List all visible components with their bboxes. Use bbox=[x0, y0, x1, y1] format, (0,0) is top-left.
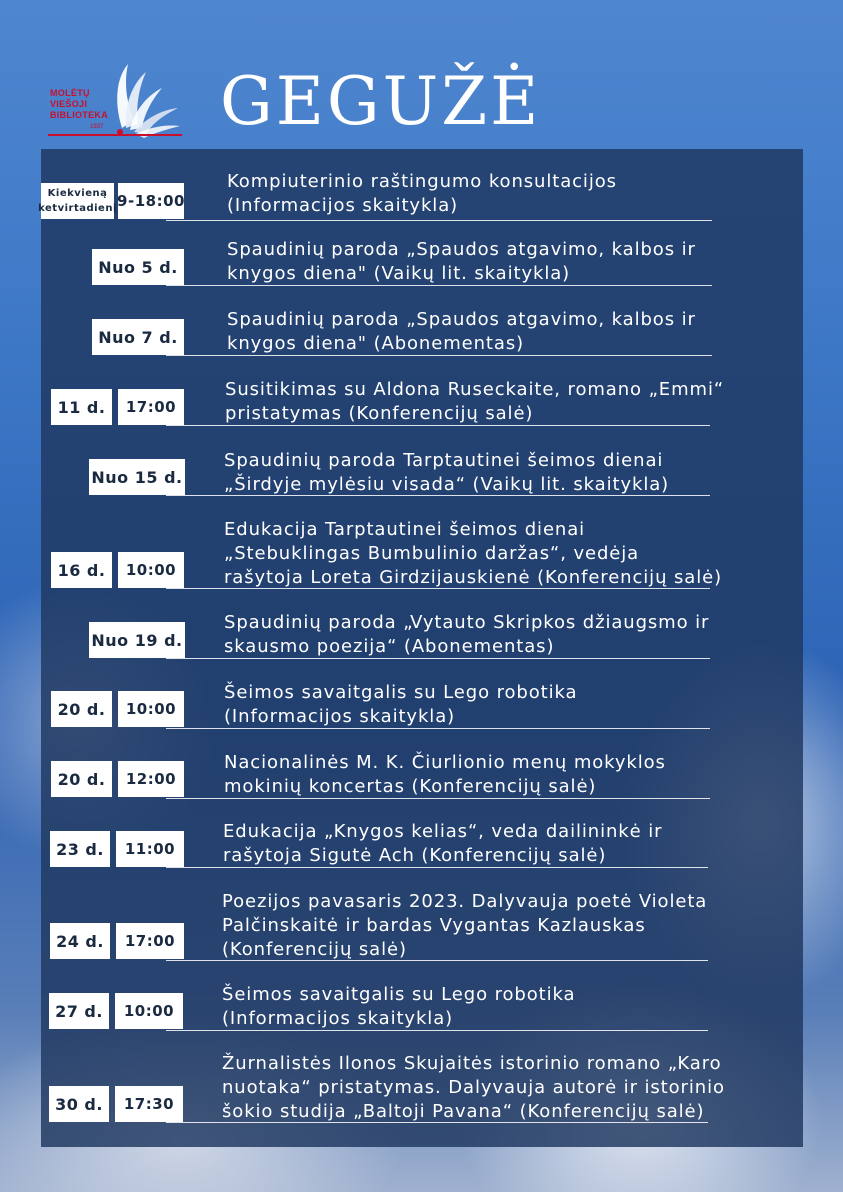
event-description-line: Spaudinių paroda Tarptautinei šeimos dienai bbox=[224, 450, 664, 471]
page-title: GEGUŽĖ bbox=[220, 63, 542, 140]
event-description-line: Spaudinių paroda „Spaudos atgavimo, kalbos ir bbox=[227, 239, 696, 260]
event-description-line: (Informacijos skaitykla) bbox=[222, 1008, 454, 1029]
event-date-badge: Nuo 7 d. bbox=[92, 319, 184, 355]
event-description-line: (Informacijos skaitykla) bbox=[227, 195, 459, 216]
row-divider bbox=[166, 658, 710, 659]
event-description-line: „Širdyje mylėsiu visada“ (Vaikų lit. skaitykla) bbox=[224, 474, 670, 495]
library-logo bbox=[44, 58, 189, 143]
event-description-line: Poezijos pavasaris 2023. Dalyvauja poetė Violeta bbox=[222, 891, 708, 912]
event-description-line: Spaudinių paroda „Spaudos atgavimo, kalbos ir bbox=[227, 309, 696, 330]
row-divider bbox=[166, 867, 708, 868]
event-description-line: Spaudinių paroda „Vytauto Skripkos džiaugsmo ir bbox=[224, 612, 710, 633]
event-time-badge: 12:00 bbox=[118, 761, 184, 797]
event-time-badge: 17:30 bbox=[115, 1086, 183, 1122]
logo-line-2: VIEŠOJI bbox=[50, 99, 88, 109]
event-description-line: Šeimos savaitgalis su Lego robotika bbox=[224, 682, 578, 703]
event-date-badge: Nuo 19 d. bbox=[89, 622, 185, 658]
event-date-badge: Nuo 15 d. bbox=[89, 459, 185, 495]
event-description-line: Žurnalistės Ilonos Skujaitės istorinio romano „Karo bbox=[222, 1053, 722, 1074]
row-divider bbox=[166, 1122, 708, 1123]
event-date-badge: 23 d. bbox=[50, 831, 110, 867]
event-description-line: Edukacija „Knygos kelias“, veda dailininkė ir bbox=[223, 821, 663, 842]
row-divider bbox=[166, 495, 710, 496]
row-divider bbox=[166, 285, 712, 286]
row-divider bbox=[166, 1030, 708, 1031]
row-divider bbox=[166, 798, 710, 799]
event-date-badge: 30 d. bbox=[49, 1086, 109, 1122]
event-time-badge: 10:00 bbox=[118, 552, 184, 588]
event-description-line: Šeimos savaitgalis su Lego robotika bbox=[222, 984, 576, 1005]
event-time-badge: 9-18:00 bbox=[118, 183, 184, 219]
event-description-line: Palčinskaitė ir bardas Vygantas Kazlauskas bbox=[222, 915, 646, 936]
row-divider bbox=[166, 728, 710, 729]
event-time-badge: 11:00 bbox=[116, 831, 184, 867]
event-date-badge: 20 d. bbox=[51, 691, 112, 727]
event-description-line: rašytoja Loreta Girdzijauskienė (Konferencijų salė) bbox=[224, 567, 723, 588]
event-description-line: nuotaka“ pristatymas. Dalyvauja autorė ir istorinio bbox=[222, 1077, 725, 1098]
row-divider bbox=[166, 588, 710, 589]
event-date-badge: Nuo 5 d. bbox=[92, 249, 184, 285]
event-time-badge: 17:00 bbox=[116, 923, 184, 959]
event-date-badge: 11 d. bbox=[51, 389, 112, 425]
row-divider bbox=[166, 425, 710, 426]
event-description-line: šokio studija „Baltoji Pavana“ (Konferencijų salė) bbox=[222, 1101, 705, 1122]
event-description-line: skausmo poezija“ (Abonementas) bbox=[224, 636, 555, 657]
event-description-line: Kompiuterinio raštingumo konsultacijos bbox=[227, 171, 617, 192]
event-date-badge: 16 d. bbox=[51, 552, 112, 588]
event-time-badge: 17:00 bbox=[118, 389, 184, 425]
logo-line-3: BIBLIOTEKA bbox=[50, 110, 108, 120]
row-divider bbox=[166, 355, 712, 356]
event-description-line: (Informacijos skaitykla) bbox=[224, 706, 456, 727]
event-date-badge: Kiekvieną ketvirtadienį bbox=[41, 183, 114, 219]
event-description-line: rašytoja Sigutė Ach (Konferencijų salė) bbox=[223, 845, 607, 866]
event-description-line: knygos diena" (Vaikų lit. skaitykla) bbox=[227, 263, 571, 284]
event-description-line: (Konferencijų salė) bbox=[222, 939, 407, 960]
row-divider bbox=[166, 960, 708, 961]
event-description-line: mokinių koncertas (Konferencijų salė) bbox=[224, 776, 597, 797]
event-description-line: knygos diena" (Abonementas) bbox=[227, 333, 525, 354]
event-date-badge: 20 d. bbox=[51, 761, 112, 797]
logo-year: 1937 bbox=[90, 124, 104, 130]
event-date-badge: 27 d. bbox=[49, 993, 109, 1029]
event-time-badge: 10:00 bbox=[115, 993, 183, 1029]
logo-line-1: MOLĖTŲ bbox=[50, 88, 90, 98]
event-description-line: „Stebuklingas Bumbulinio daržas“, vedėja bbox=[224, 543, 640, 564]
event-date-badge: 24 d. bbox=[50, 923, 110, 959]
event-description-line: pristatymas (Konferencijų salė) bbox=[225, 403, 534, 424]
event-description-line: Nacionalinės M. K. Čiurlionio menų mokyklos bbox=[224, 752, 666, 773]
event-time-badge: 10:00 bbox=[118, 691, 184, 727]
row-divider bbox=[166, 220, 712, 221]
event-description-line: Susitikimas su Aldona Ruseckaite, romano „Emmi“ bbox=[225, 379, 725, 400]
event-description-line: Edukacija Tarptautinei šeimos dienai bbox=[224, 519, 586, 540]
